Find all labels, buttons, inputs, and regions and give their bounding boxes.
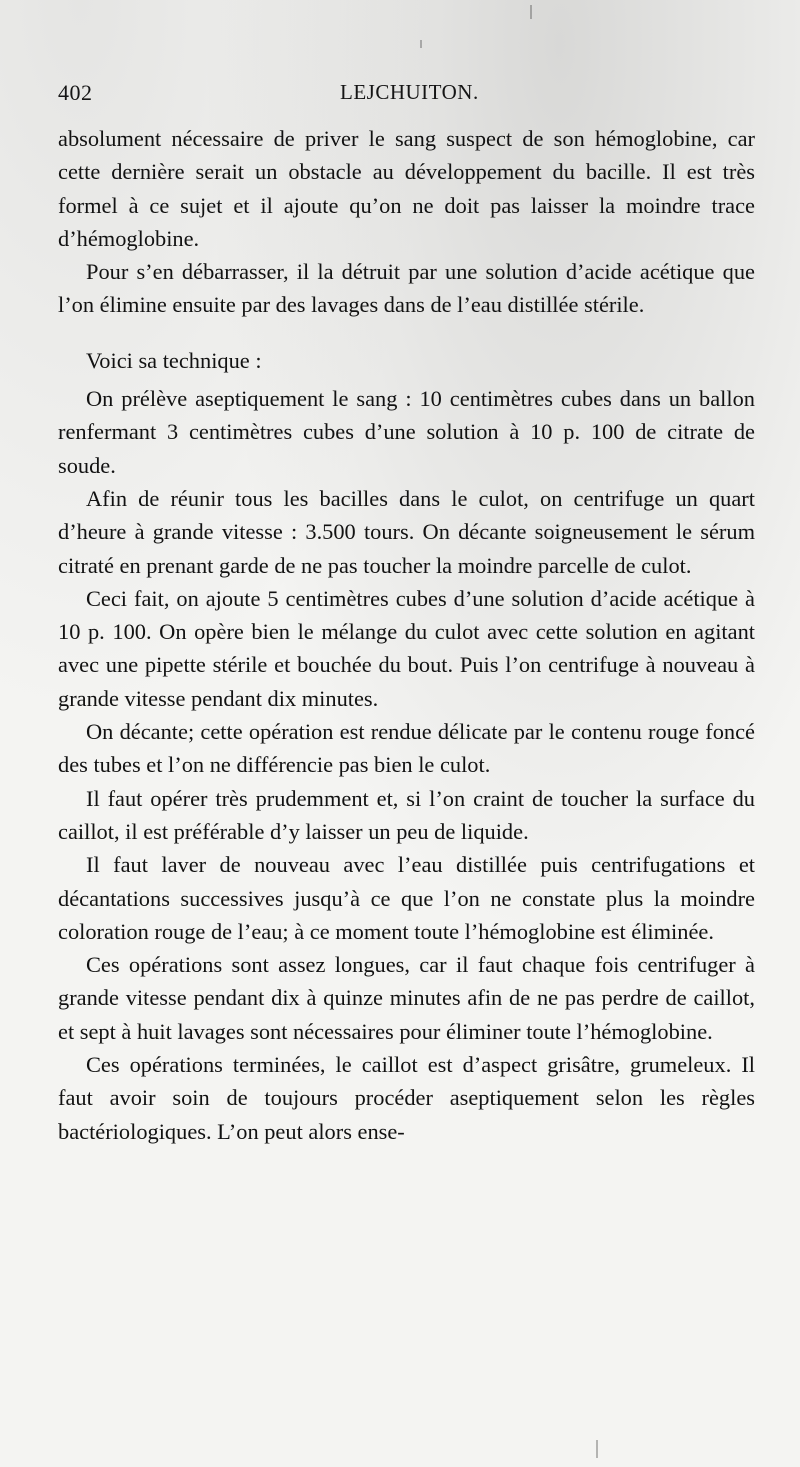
paragraph: Pour s’en débarrasser, il la détruit par une solution d’acide acétique que l’on élimine ensuite par des lavages dans de l’eau distillée stérile.	[58, 259, 755, 318]
scan-speck	[530, 5, 532, 19]
paragraph: Ces opérations terminées, le caillot est d’aspect grisâtre, grumeleux. Il faut avoir soin de toujours procéder aseptiquement selon les règles bactériologiques. L’on peut alors ense-	[58, 1052, 755, 1144]
paragraph-continuation: absolument nécessaire de priver le sang suspect de son hémoglobine, car cette dernière serait un obstacle au développement du bacille. Il est très formel à ce sujet et il ajoute qu’on ne doit pas laisser la moindre trace d’hémoglobine.	[58, 126, 755, 251]
paragraph: Ceci fait, on ajoute 5 centimètres cubes d’une solution d’acide acétique à 10 p. 100. On opère bien le mélange du culot avec cette solution en agitant avec une pipette stérile et bouchée du bout. Puis l’on centrifuge à nouveau à grande vitesse pendant dix minutes.	[58, 585, 755, 711]
paragraph: On décante; cette opération est rendue délicate par le contenu rouge foncé des tubes et l’on ne différencie pas bien le culot.	[58, 719, 755, 778]
paragraph: Il faut laver de nouveau avec l’eau distillée puis centrifugations et décantations successives jusqu’à ce que l’on ne constate plus la moindre coloration rouge de l’eau; à ce moment toute l’hémoglobine est éliminée.	[58, 852, 755, 944]
paragraph: Afin de réunir tous les bacilles dans le culot, on centrifuge un quart d’heure à grande vitesse : 3.500 tours. On décante soigneusement le sérum citraté en prenant garde de ne pas toucher la moindre parcelle de culot.	[58, 485, 755, 578]
paragraph: On prélève aseptiquement le sang : 10 centimètres cubes dans un ballon renfermant 3 centimètres cubes d’une solution à 10 p. 100 de citrate de soude.	[58, 386, 755, 478]
running-title: LEJCHUITON.	[340, 80, 479, 104]
running-header	[0, 78, 800, 114]
scan-speck	[596, 1440, 598, 1458]
paragraph: Ces opérations sont assez longues, car il faut chaque fois centrifuger à grande vitesse pendant dix à quinze minutes afin de ne pas perdre de caillot, et sept à huit lavages sont nécessaires pour éliminer toute l’hémoglobine.	[58, 952, 755, 1044]
scan-speck	[420, 40, 422, 48]
paragraph-technique-intro: Voici sa technique :	[86, 347, 262, 373]
body-text	[58, 122, 755, 1148]
page-number: 402	[58, 80, 93, 105]
paragraph: Il faut opérer très prudemment et, si l’on craint de toucher la surface du caillot, il est préférable d’y laisser un peu de liquide.	[58, 785, 755, 844]
